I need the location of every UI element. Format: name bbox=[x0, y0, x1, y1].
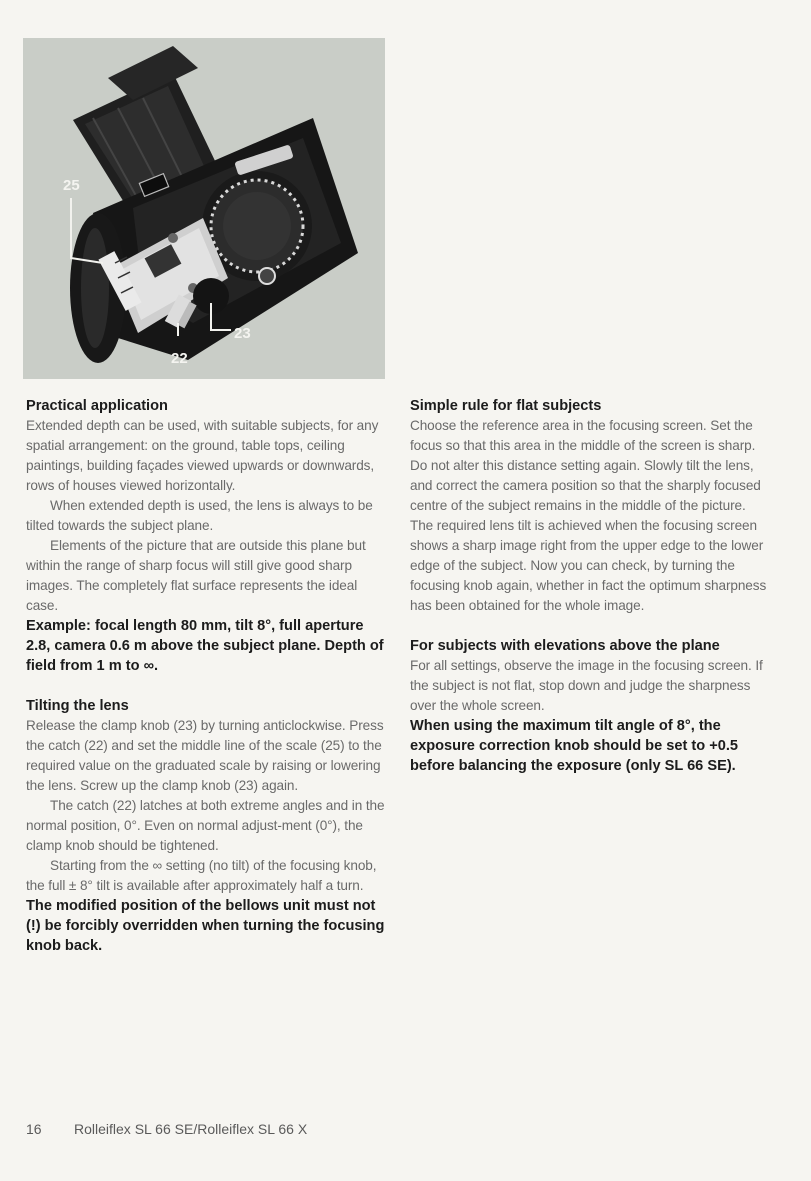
page-number: 16 bbox=[26, 1121, 42, 1137]
paragraph: Release the clamp knob (23) by turning anticlockwise. Press the catch (22) and set the middle line of the scale (25) to the required value on the graduated scale by raising or lowering the lens. Screw up the clamp knob (23) again. bbox=[26, 718, 384, 793]
page-footer bbox=[26, 1121, 307, 1137]
bold-note: When using the maximum tilt angle of 8°, the exposure correction knob should be set to +0.5 before balancing the exposure (only SL 66 SE). bbox=[410, 718, 739, 774]
callout-22: 22 bbox=[171, 350, 188, 367]
paragraph: For all settings, observe the image in the focusing screen. If the subject is not flat, stop down and judge the sharpness over the whole screen. bbox=[410, 658, 763, 713]
callout-25: 25 bbox=[63, 177, 80, 194]
heading-simple-rule: Simple rule for flat subjects bbox=[410, 398, 602, 414]
right-column bbox=[410, 396, 772, 776]
paragraph: Extended depth can be used, with suitable subjects, for any spatial arrangement: on the ground, table tops, ceiling paintings, building façades viewed upwards or downwards, rows of houses viewed horizontally. bbox=[26, 418, 379, 493]
paragraph: The catch (22) latches at both extreme angles and in the normal position, 0°. Even on normal adjust-ment (0°), the clamp knob should be tightened. bbox=[26, 798, 385, 853]
paragraph: Starting from the ∞ setting (no tilt) of the focusing knob, the full ± 8° tilt is available after approximately half a turn. bbox=[26, 858, 377, 893]
bold-warning: The modified position of the bellows unit must not (!) be forcibly overridden when turning the focusing knob back. bbox=[26, 898, 385, 954]
camera-illustration bbox=[23, 38, 385, 379]
paragraph: Elements of the picture that are outside this plane but within the range of sharp focus will still give good sharp images. The completely flat surface represents the ideal case. bbox=[26, 538, 366, 613]
bold-example: Example: focal length 80 mm, tilt 8°, full aperture 2.8, camera 0.6 m above the subject plane. Depth of field from 1 m to ∞. bbox=[26, 618, 384, 674]
callout-23: 23 bbox=[234, 325, 251, 342]
camera-photo bbox=[23, 38, 385, 379]
left-column bbox=[26, 396, 388, 956]
heading-practical-application: Practical application bbox=[26, 398, 168, 414]
paragraph: Choose the reference area in the focusing screen. Set the focus so that this area in the middle of the screen is sharp. Do not alter this distance setting again. Slowly tilt the lens, and correct the camera position so that the sharply focused centre of the subject remains in the middle of the picture. The required lens tilt is achieved when the focusing screen shows a sharp image right from the upper edge to the lower edge of the subject. Now you can check, by turning the focusing knob again, whether in fact the optimum sharpness has been obtained for the whole image. bbox=[410, 418, 767, 613]
footer-title: Rolleiflex SL 66 SE/Rolleiflex SL 66 X bbox=[74, 1121, 308, 1137]
heading-subjects-with-elevations: For subjects with elevations above the plane bbox=[410, 638, 720, 654]
paragraph: When extended depth is used, the lens is always to be tilted towards the subject plane. bbox=[26, 498, 373, 533]
heading-tilting-the-lens: Tilting the lens bbox=[26, 698, 129, 714]
